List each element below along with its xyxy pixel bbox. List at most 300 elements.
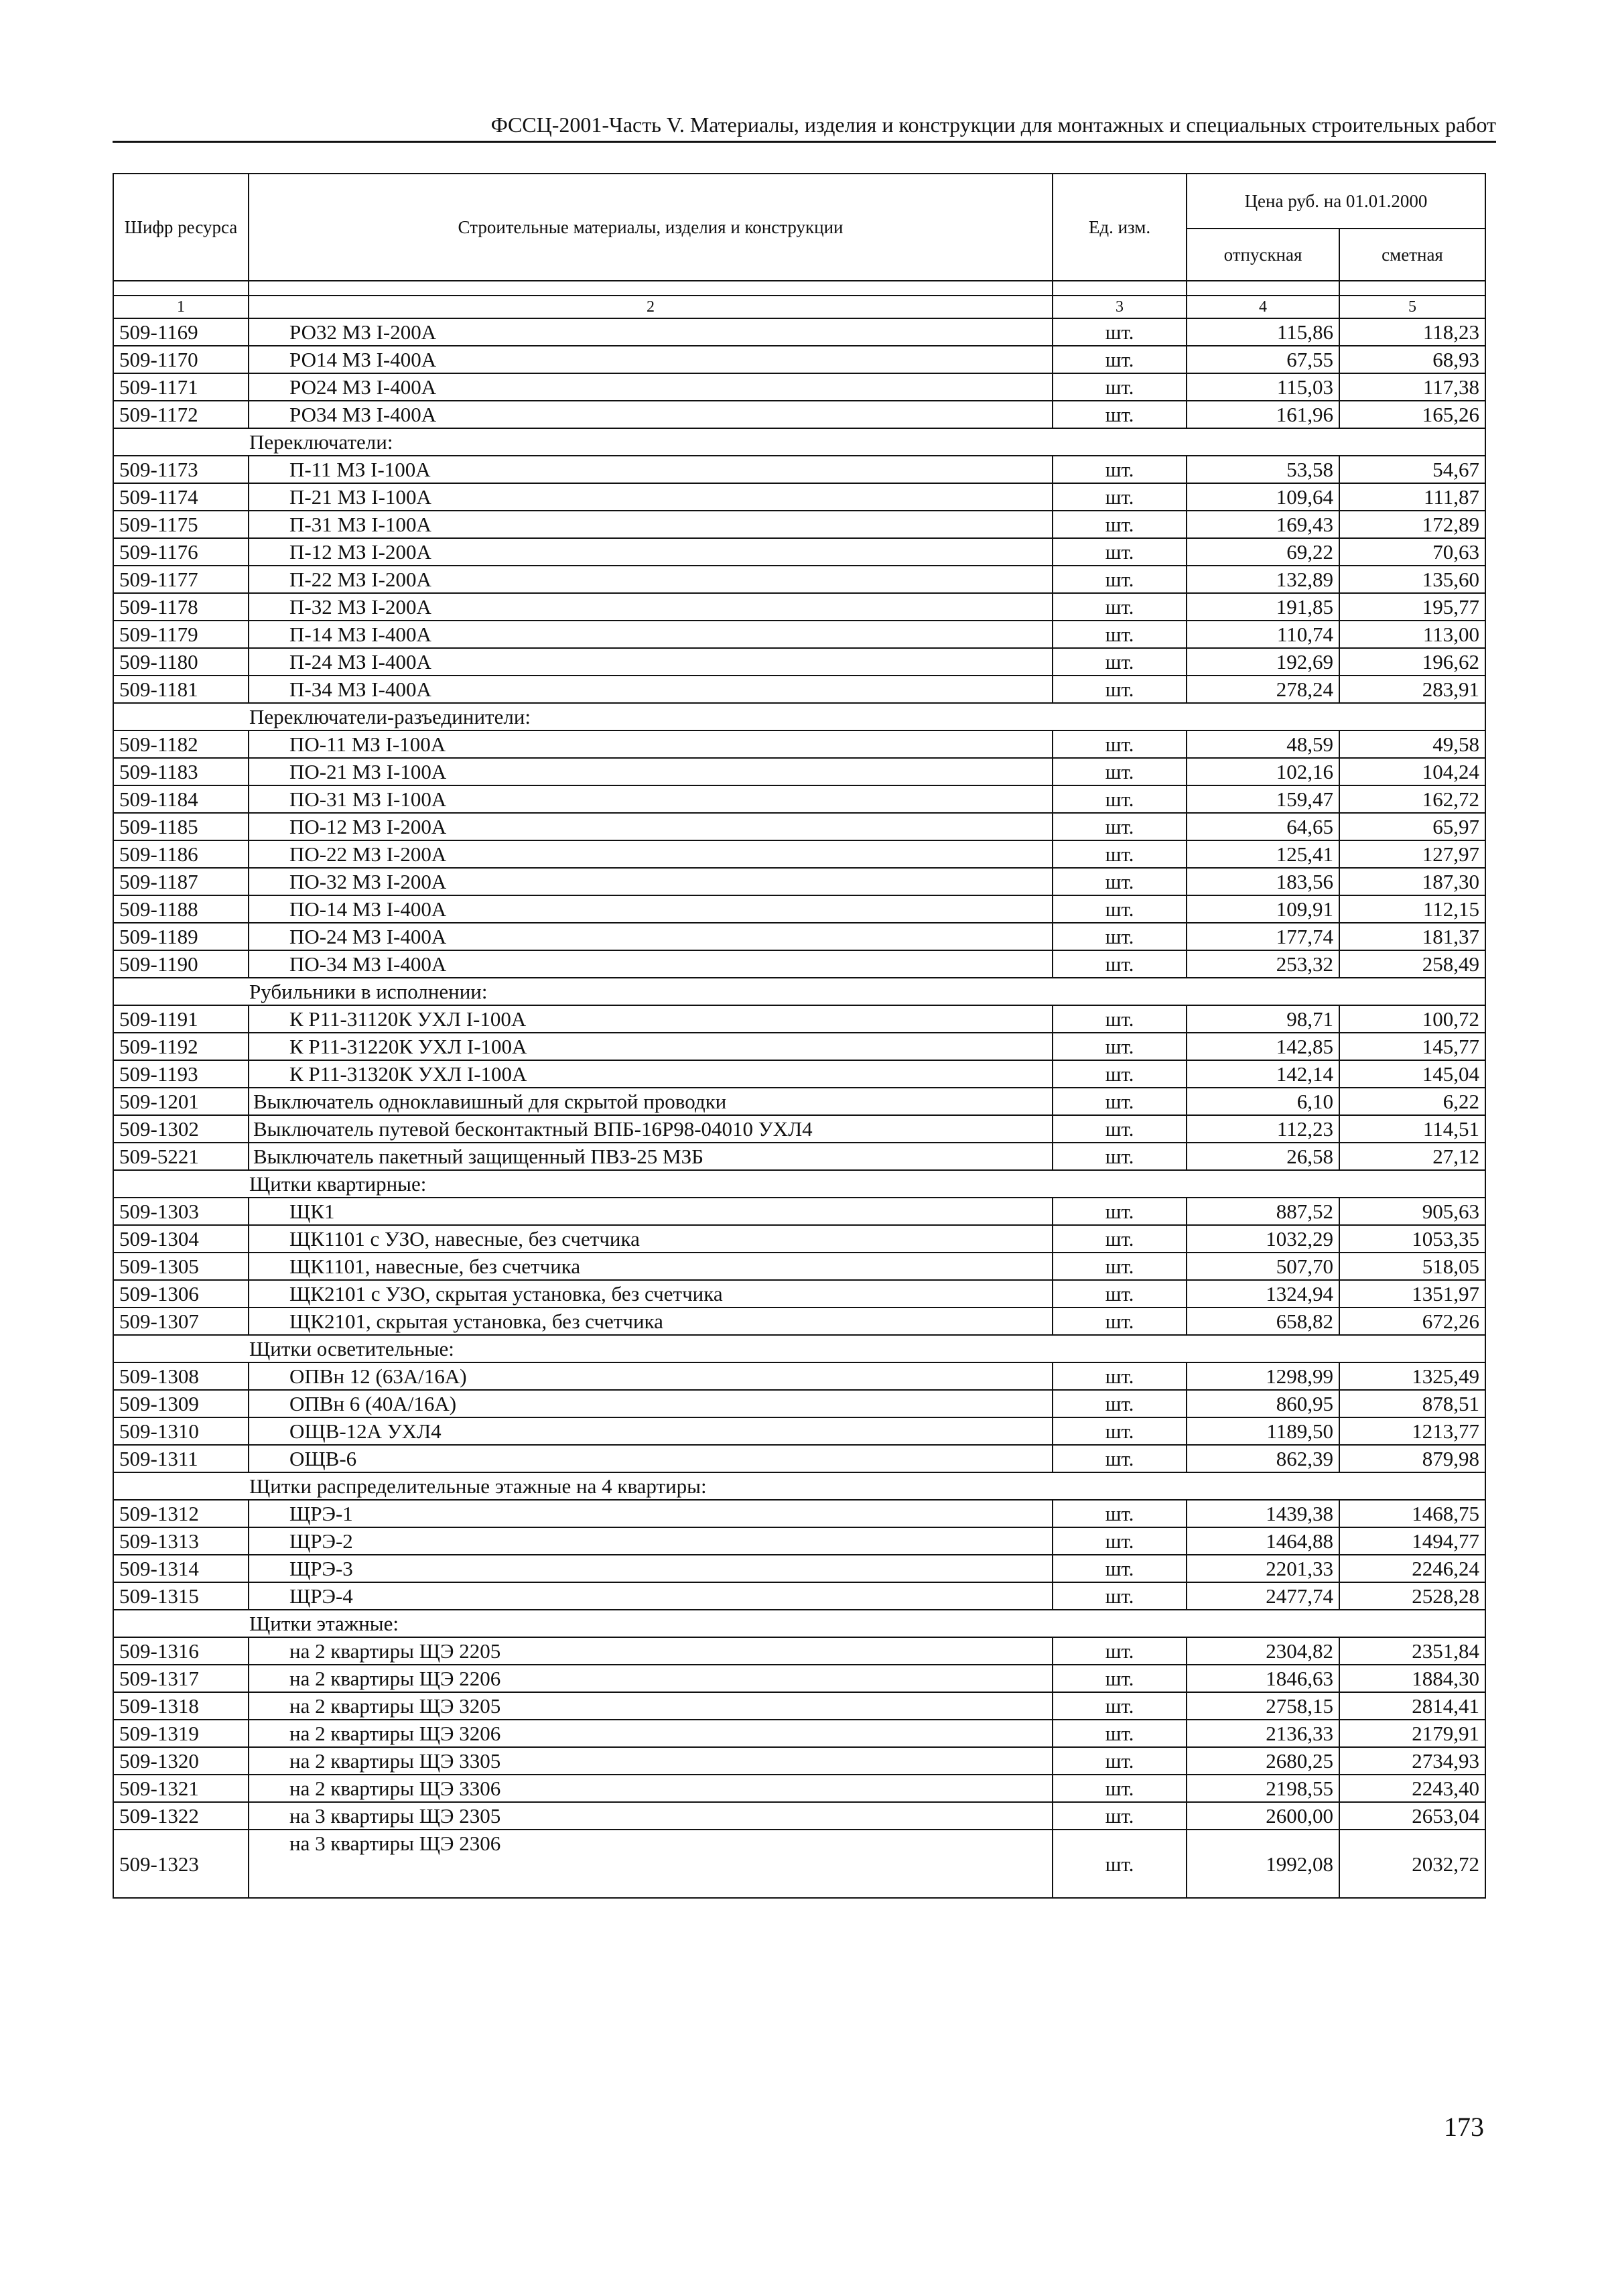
resource-code: 509-1305 <box>113 1253 249 1280</box>
release-price: 53,58 <box>1187 456 1339 483</box>
material-name: П-31 МЗ I-100А <box>249 511 1053 538</box>
resource-code: 509-1310 <box>113 1417 249 1445</box>
estimate-price: 879,98 <box>1339 1445 1485 1472</box>
table-row <box>113 813 1485 840</box>
release-price: 6,10 <box>1187 1088 1339 1115</box>
material-name: на 2 квартиры ЩЭ 2205 <box>249 1637 1053 1665</box>
resource-code: 509-1307 <box>113 1308 249 1335</box>
unit-of-measure: шт. <box>1053 895 1187 923</box>
table-row <box>113 566 1485 593</box>
group-heading: Щитки распределительные этажные на 4 квартиры: <box>113 1472 1485 1500</box>
material-name: на 2 квартиры ЩЭ 3206 <box>249 1720 1053 1747</box>
estimate-price: 1053,35 <box>1339 1225 1485 1253</box>
unit-of-measure: шт. <box>1053 868 1187 895</box>
group-heading-row <box>113 703 1485 730</box>
resource-code: 509-1316 <box>113 1637 249 1665</box>
material-name: П-21 МЗ I-100А <box>249 483 1053 511</box>
table-row <box>113 373 1485 401</box>
release-price: 98,71 <box>1187 1005 1339 1033</box>
unit-of-measure: шт. <box>1053 1555 1187 1582</box>
estimate-price: 672,26 <box>1339 1308 1485 1335</box>
material-name: К Р11-31220К УХЛ I-100А <box>249 1033 1053 1060</box>
material-name: на 3 квартиры ЩЭ 2306 <box>249 1830 1053 1898</box>
resource-code: 509-1171 <box>113 373 249 401</box>
unit-of-measure: шт. <box>1053 1033 1187 1060</box>
table-row <box>113 318 1485 346</box>
resource-code: 509-1185 <box>113 813 249 840</box>
estimate-price: 2179,91 <box>1339 1720 1485 1747</box>
resource-code: 509-1320 <box>113 1747 249 1775</box>
unit-of-measure: шт. <box>1053 621 1187 648</box>
estimate-price: 2734,93 <box>1339 1747 1485 1775</box>
unit-of-measure: шт. <box>1053 1582 1187 1610</box>
table-row <box>113 950 1485 978</box>
release-price: 110,74 <box>1187 621 1339 648</box>
material-name: ЩК2101, скрытая установка, без счетчика <box>249 1308 1053 1335</box>
table-row <box>113 538 1485 566</box>
resource-code: 509-1319 <box>113 1720 249 1747</box>
table-row <box>113 593 1485 621</box>
material-name: Выключатель пакетный защищенный ПВЗ-25 МЗБ <box>249 1143 1053 1170</box>
material-name: Выключатель путевой бесконтактный ВПБ-16Р98-04010 УХЛ4 <box>249 1115 1053 1143</box>
material-name: на 2 квартиры ЩЭ 3305 <box>249 1747 1053 1775</box>
estimate-price: 196,62 <box>1339 648 1485 676</box>
estimate-price: 1325,49 <box>1339 1362 1485 1390</box>
resource-code: 509-1323 <box>113 1830 249 1898</box>
unit-of-measure: шт. <box>1053 1280 1187 1308</box>
resource-code: 509-1314 <box>113 1555 249 1582</box>
unit-of-measure: шт. <box>1053 401 1187 428</box>
resource-code: 509-1172 <box>113 401 249 428</box>
material-name: К Р11-31320К УХЛ I-100А <box>249 1060 1053 1088</box>
table-row <box>113 1445 1485 1472</box>
material-name: РО24 МЗ I-400А <box>249 373 1053 401</box>
material-name: П-24 МЗ I-400А <box>249 648 1053 676</box>
unit-of-measure: шт. <box>1053 1692 1187 1720</box>
unit-of-measure: шт. <box>1053 318 1187 346</box>
group-heading-row <box>113 1335 1485 1362</box>
resource-code: 509-1186 <box>113 840 249 868</box>
estimate-price: 258,49 <box>1339 950 1485 978</box>
material-name: ЩК1101 с УЗО, навесные, без счетчика <box>249 1225 1053 1253</box>
unit-of-measure: шт. <box>1053 1417 1187 1445</box>
estimate-price: 2814,41 <box>1339 1692 1485 1720</box>
estimate-price: 1351,97 <box>1339 1280 1485 1308</box>
table-row <box>113 1390 1485 1417</box>
material-name: ЩК1 <box>249 1198 1053 1225</box>
table-row <box>113 923 1485 950</box>
table-row <box>113 1088 1485 1115</box>
table-row <box>113 1362 1485 1390</box>
resource-code: 509-1182 <box>113 730 249 758</box>
release-price: 253,32 <box>1187 950 1339 978</box>
unit-of-measure: шт. <box>1053 730 1187 758</box>
unit-of-measure: шт. <box>1053 1527 1187 1555</box>
release-price: 1032,29 <box>1187 1225 1339 1253</box>
material-name: ЩК2101 с УЗО, скрытая установка, без счетчика <box>249 1280 1053 1308</box>
resource-code: 509-1169 <box>113 318 249 346</box>
release-price: 125,41 <box>1187 840 1339 868</box>
estimate-price: 118,23 <box>1339 318 1485 346</box>
col-index: 4 <box>1187 296 1339 318</box>
table-row <box>113 676 1485 703</box>
resource-code: 509-1193 <box>113 1060 249 1088</box>
material-name: ЩРЭ-4 <box>249 1582 1053 1610</box>
estimate-price: 905,63 <box>1339 1198 1485 1225</box>
material-name: ПО-21 МЗ I-100А <box>249 758 1053 785</box>
group-heading: Щитки квартирные: <box>113 1170 1485 1198</box>
estimate-price: 283,91 <box>1339 676 1485 703</box>
unit-of-measure: шт. <box>1053 483 1187 511</box>
estimate-price: 2246,24 <box>1339 1555 1485 1582</box>
group-heading-row <box>113 428 1485 456</box>
estimate-price: 111,87 <box>1339 483 1485 511</box>
col-release-header: отпускная <box>1187 229 1339 281</box>
material-name: П-32 МЗ I-200А <box>249 593 1053 621</box>
table-row <box>113 648 1485 676</box>
estimate-price: 172,89 <box>1339 511 1485 538</box>
release-price: 48,59 <box>1187 730 1339 758</box>
material-name: на 2 квартиры ЩЭ 2206 <box>249 1665 1053 1692</box>
release-price: 102,16 <box>1187 758 1339 785</box>
release-price: 2198,55 <box>1187 1775 1339 1802</box>
table-row <box>113 1308 1485 1335</box>
release-price: 69,22 <box>1187 538 1339 566</box>
release-price: 658,82 <box>1187 1308 1339 1335</box>
estimate-price: 68,93 <box>1339 346 1485 373</box>
estimate-price: 518,05 <box>1339 1253 1485 1280</box>
unit-of-measure: шт. <box>1053 1720 1187 1747</box>
col-unit-header: Ед. изм. <box>1053 174 1187 281</box>
release-price: 183,56 <box>1187 868 1339 895</box>
unit-of-measure: шт. <box>1053 1198 1187 1225</box>
material-name: ЩРЭ-3 <box>249 1555 1053 1582</box>
estimate-price: 104,24 <box>1339 758 1485 785</box>
group-heading-row <box>113 1610 1485 1637</box>
estimate-price: 117,38 <box>1339 373 1485 401</box>
resource-code: 509-1187 <box>113 868 249 895</box>
release-price: 26,58 <box>1187 1143 1339 1170</box>
material-name: ПО-22 МЗ I-200А <box>249 840 1053 868</box>
unit-of-measure: шт. <box>1053 1830 1187 1898</box>
material-name: ПО-11 МЗ I-100А <box>249 730 1053 758</box>
price-table <box>113 173 1486 1899</box>
release-price: 115,03 <box>1187 373 1339 401</box>
release-price: 169,43 <box>1187 511 1339 538</box>
release-price: 887,52 <box>1187 1198 1339 1225</box>
group-heading: Переключатели-разъединители: <box>113 703 1485 730</box>
estimate-price: 187,30 <box>1339 868 1485 895</box>
resource-code: 509-1189 <box>113 923 249 950</box>
resource-code: 509-1183 <box>113 758 249 785</box>
table-row <box>113 730 1485 758</box>
estimate-price: 135,60 <box>1339 566 1485 593</box>
table-row <box>113 511 1485 538</box>
unit-of-measure: шт. <box>1053 1225 1187 1253</box>
resource-code: 509-1312 <box>113 1500 249 1527</box>
estimate-price: 49,58 <box>1339 730 1485 758</box>
table-row <box>113 868 1485 895</box>
resource-code: 509-1306 <box>113 1280 249 1308</box>
table-row <box>113 1500 1485 1527</box>
table-row <box>113 1527 1485 1555</box>
group-heading-row <box>113 1170 1485 1198</box>
material-name: РО14 МЗ I-400А <box>249 346 1053 373</box>
unit-of-measure: шт. <box>1053 373 1187 401</box>
release-price: 1189,50 <box>1187 1417 1339 1445</box>
release-price: 278,24 <box>1187 676 1339 703</box>
material-name: ЩРЭ-2 <box>249 1527 1053 1555</box>
table-row <box>113 1830 1485 1898</box>
col-index: 2 <box>249 296 1053 318</box>
resource-code: 509-1321 <box>113 1775 249 1802</box>
release-price: 115,86 <box>1187 318 1339 346</box>
page-header: ФССЦ-2001-Часть V. Материалы, изделия и конструкции для монтажных и специальных строительных работ <box>113 111 1496 143</box>
estimate-price: 113,00 <box>1339 621 1485 648</box>
release-price: 1464,88 <box>1187 1527 1339 1555</box>
unit-of-measure: шт. <box>1053 1308 1187 1335</box>
table-row <box>113 483 1485 511</box>
table-body <box>113 318 1485 1898</box>
release-price: 1846,63 <box>1187 1665 1339 1692</box>
unit-of-measure: шт. <box>1053 1445 1187 1472</box>
unit-of-measure: шт. <box>1053 593 1187 621</box>
release-price: 2600,00 <box>1187 1802 1339 1830</box>
unit-of-measure: шт. <box>1053 923 1187 950</box>
material-name: П-12 МЗ I-200А <box>249 538 1053 566</box>
estimate-price: 112,15 <box>1339 895 1485 923</box>
estimate-price: 127,97 <box>1339 840 1485 868</box>
resource-code: 509-1192 <box>113 1033 249 1060</box>
material-name: ПО-12 МЗ I-200А <box>249 813 1053 840</box>
release-price: 507,70 <box>1187 1253 1339 1280</box>
estimate-price: 6,22 <box>1339 1088 1485 1115</box>
release-price: 1324,94 <box>1187 1280 1339 1308</box>
release-price: 159,47 <box>1187 785 1339 813</box>
table-row <box>113 1253 1485 1280</box>
resource-code: 509-1191 <box>113 1005 249 1033</box>
estimate-price: 27,12 <box>1339 1143 1485 1170</box>
table-row <box>113 1747 1485 1775</box>
estimate-price: 114,51 <box>1339 1115 1485 1143</box>
group-heading-row <box>113 1472 1485 1500</box>
group-heading: Переключатели: <box>113 428 1485 456</box>
resource-code: 509-1181 <box>113 676 249 703</box>
release-price: 132,89 <box>1187 566 1339 593</box>
resource-code: 509-1318 <box>113 1692 249 1720</box>
page-number: 173 <box>1444 2112 1484 2142</box>
material-name: ОЩВ-12А УХЛ4 <box>249 1417 1053 1445</box>
unit-of-measure: шт. <box>1053 840 1187 868</box>
table-row <box>113 1582 1485 1610</box>
unit-of-measure: шт. <box>1053 1802 1187 1830</box>
unit-of-measure: шт. <box>1053 1115 1187 1143</box>
resource-code: 509-1302 <box>113 1115 249 1143</box>
resource-code: 509-1173 <box>113 456 249 483</box>
release-price: 112,23 <box>1187 1115 1339 1143</box>
table-row <box>113 1060 1485 1088</box>
material-name: на 2 квартиры ЩЭ 3205 <box>249 1692 1053 1720</box>
estimate-price: 1494,77 <box>1339 1527 1485 1555</box>
release-price: 191,85 <box>1187 593 1339 621</box>
estimate-price: 181,37 <box>1339 923 1485 950</box>
col-code-header: Шифр ресурса <box>113 174 249 281</box>
material-name: К Р11-31120К УХЛ I-100А <box>249 1005 1053 1033</box>
col-name-header: Строительные материалы, изделия и конструкции <box>249 174 1053 281</box>
table-row <box>113 401 1485 428</box>
material-name: на 3 квартиры ЩЭ 2305 <box>249 1802 1053 1830</box>
resource-code: 509-1201 <box>113 1088 249 1115</box>
col-index: 1 <box>113 296 249 318</box>
resource-code: 509-1303 <box>113 1198 249 1225</box>
unit-of-measure: шт. <box>1053 1637 1187 1665</box>
resource-code: 509-1184 <box>113 785 249 813</box>
estimate-price: 2528,28 <box>1339 1582 1485 1610</box>
material-name: ОЩВ-6 <box>249 1445 1053 1472</box>
table-row <box>113 895 1485 923</box>
resource-code: 509-1317 <box>113 1665 249 1692</box>
col-index: 5 <box>1339 296 1485 318</box>
release-price: 109,64 <box>1187 483 1339 511</box>
table-row <box>113 1802 1485 1830</box>
group-heading: Щитки осветительные: <box>113 1335 1485 1362</box>
estimate-price: 162,72 <box>1339 785 1485 813</box>
unit-of-measure: шт. <box>1053 1500 1187 1527</box>
table-row <box>113 1225 1485 1253</box>
unit-of-measure: шт. <box>1053 566 1187 593</box>
resource-code: 509-1170 <box>113 346 249 373</box>
unit-of-measure: шт. <box>1053 1747 1187 1775</box>
material-name: ПО-14 МЗ I-400А <box>249 895 1053 923</box>
resource-code: 509-5221 <box>113 1143 249 1170</box>
material-name: ПО-34 МЗ I-400А <box>249 950 1053 978</box>
estimate-price: 70,63 <box>1339 538 1485 566</box>
resource-code: 509-1309 <box>113 1390 249 1417</box>
table-row <box>113 1692 1485 1720</box>
release-price: 161,96 <box>1187 401 1339 428</box>
table-row <box>113 1417 1485 1445</box>
material-name: П-11 МЗ I-100А <box>249 456 1053 483</box>
resource-code: 509-1174 <box>113 483 249 511</box>
estimate-price: 54,67 <box>1339 456 1485 483</box>
table-row <box>113 1005 1485 1033</box>
estimate-price: 1468,75 <box>1339 1500 1485 1527</box>
unit-of-measure: шт. <box>1053 456 1187 483</box>
table-row <box>113 1665 1485 1692</box>
unit-of-measure: шт. <box>1053 758 1187 785</box>
resource-code: 509-1179 <box>113 621 249 648</box>
table-row <box>113 1033 1485 1060</box>
material-name: П-34 МЗ I-400А <box>249 676 1053 703</box>
table-row <box>113 1115 1485 1143</box>
estimate-price: 145,77 <box>1339 1033 1485 1060</box>
unit-of-measure: шт. <box>1053 1775 1187 1802</box>
resource-code: 509-1315 <box>113 1582 249 1610</box>
estimate-price: 2653,04 <box>1339 1802 1485 1830</box>
resource-code: 509-1311 <box>113 1445 249 1472</box>
resource-code: 509-1322 <box>113 1802 249 1830</box>
release-price: 64,65 <box>1187 813 1339 840</box>
unit-of-measure: шт. <box>1053 1253 1187 1280</box>
estimate-price: 2243,40 <box>1339 1775 1485 1802</box>
resource-code: 509-1188 <box>113 895 249 923</box>
release-price: 862,39 <box>1187 1445 1339 1472</box>
table-row <box>113 1143 1485 1170</box>
material-name: ЩК1101, навесные, без счетчика <box>249 1253 1053 1280</box>
material-name: ЩРЭ-1 <box>249 1500 1053 1527</box>
table-row <box>113 758 1485 785</box>
col-price-header: Цена руб. на 01.01.2000 <box>1187 174 1485 229</box>
resource-code: 509-1175 <box>113 511 249 538</box>
unit-of-measure: шт. <box>1053 511 1187 538</box>
unit-of-measure: шт. <box>1053 538 1187 566</box>
resource-code: 509-1308 <box>113 1362 249 1390</box>
table-head <box>113 174 1485 318</box>
resource-code: 509-1313 <box>113 1527 249 1555</box>
estimate-price: 878,51 <box>1339 1390 1485 1417</box>
group-heading-row <box>113 978 1485 1005</box>
estimate-price: 65,97 <box>1339 813 1485 840</box>
release-price: 860,95 <box>1187 1390 1339 1417</box>
release-price: 1992,08 <box>1187 1830 1339 1898</box>
unit-of-measure: шт. <box>1053 950 1187 978</box>
resource-code: 509-1177 <box>113 566 249 593</box>
release-price: 2304,82 <box>1187 1637 1339 1665</box>
estimate-price: 100,72 <box>1339 1005 1485 1033</box>
group-heading: Рубильники в исполнении: <box>113 978 1485 1005</box>
resource-code: 509-1180 <box>113 648 249 676</box>
unit-of-measure: шт. <box>1053 1060 1187 1088</box>
col-estimate-header: сметная <box>1339 229 1485 281</box>
release-price: 67,55 <box>1187 346 1339 373</box>
release-price: 2758,15 <box>1187 1692 1339 1720</box>
resource-code: 509-1178 <box>113 593 249 621</box>
estimate-price: 1213,77 <box>1339 1417 1485 1445</box>
estimate-price: 165,26 <box>1339 401 1485 428</box>
group-heading: Щитки этажные: <box>113 1610 1485 1637</box>
release-price: 1298,99 <box>1187 1362 1339 1390</box>
table-row <box>113 1198 1485 1225</box>
resource-code: 509-1176 <box>113 538 249 566</box>
material-name: на 2 квартиры ЩЭ 3306 <box>249 1775 1053 1802</box>
unit-of-measure: шт. <box>1053 346 1187 373</box>
table-row <box>113 456 1485 483</box>
table-row <box>113 1775 1485 1802</box>
release-price: 142,14 <box>1187 1060 1339 1088</box>
release-price: 1439,38 <box>1187 1500 1339 1527</box>
table-row <box>113 346 1485 373</box>
release-price: 142,85 <box>1187 1033 1339 1060</box>
material-name: ОПВн 12 (63А/16А) <box>249 1362 1053 1390</box>
material-name: РО32 МЗ I-200А <box>249 318 1053 346</box>
release-price: 2680,25 <box>1187 1747 1339 1775</box>
unit-of-measure: шт. <box>1053 1005 1187 1033</box>
material-name: П-22 МЗ I-200А <box>249 566 1053 593</box>
unit-of-measure: шт. <box>1053 813 1187 840</box>
unit-of-measure: шт. <box>1053 1088 1187 1115</box>
unit-of-measure: шт. <box>1053 785 1187 813</box>
unit-of-measure: шт. <box>1053 676 1187 703</box>
estimate-price: 2032,72 <box>1339 1830 1485 1898</box>
table-row <box>113 1637 1485 1665</box>
table-row <box>113 1555 1485 1582</box>
release-price: 2477,74 <box>1187 1582 1339 1610</box>
release-price: 109,91 <box>1187 895 1339 923</box>
unit-of-measure: шт. <box>1053 648 1187 676</box>
resource-code: 509-1190 <box>113 950 249 978</box>
material-name: ПО-24 МЗ I-400А <box>249 923 1053 950</box>
unit-of-measure: шт. <box>1053 1143 1187 1170</box>
